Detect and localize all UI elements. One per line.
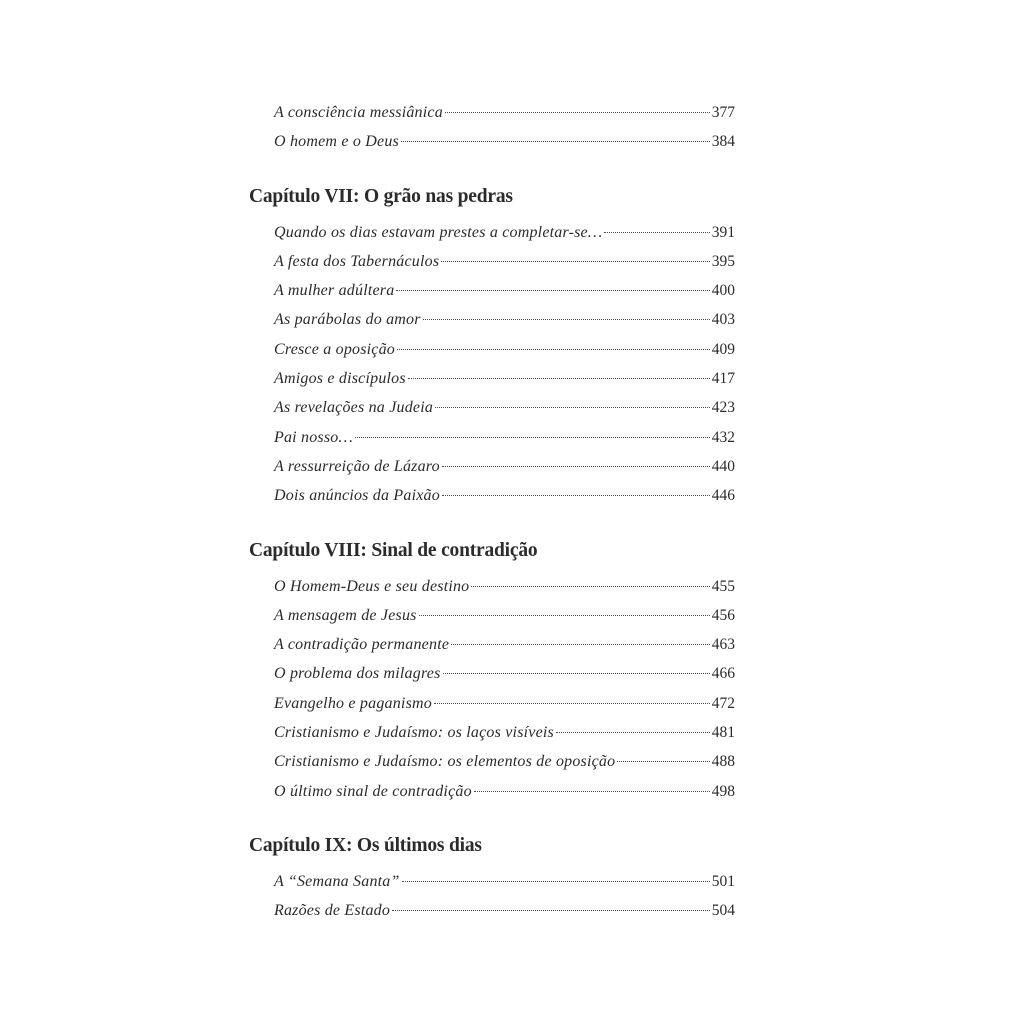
toc-entry-page: 504 — [711, 902, 735, 920]
dot-leader — [442, 495, 710, 496]
toc-entry[interactable] — [274, 867, 735, 896]
toc-entry-title: O último sinal de contradição — [274, 782, 472, 800]
chapter-heading[interactable]: Capítulo VIII: Sinal de contradição — [249, 539, 538, 561]
dot-leader — [423, 319, 710, 320]
toc-section-continued — [249, 98, 735, 157]
dot-leader — [441, 261, 709, 262]
toc-entry-page: 409 — [711, 340, 735, 358]
dot-leader — [451, 644, 710, 645]
dot-leader — [402, 881, 710, 882]
toc-entry-title: Cresce a oposição — [274, 340, 396, 358]
toc-entry-page: 391 — [711, 223, 735, 241]
toc-entry-page: 384 — [711, 133, 735, 151]
toc-entry[interactable] — [274, 452, 735, 481]
dot-leader — [401, 141, 710, 142]
toc-entry-page: 432 — [711, 428, 735, 446]
toc-entry-title: Cristianismo e Judaísmo: os elementos de oposição — [274, 753, 616, 771]
toc-entry-title: O Homem-Deus e seu destino — [274, 577, 470, 595]
dot-leader — [474, 791, 710, 792]
dot-leader — [408, 378, 710, 379]
toc-entry-page: 377 — [711, 104, 735, 121]
toc-entry-page: 466 — [711, 665, 735, 683]
toc-entry[interactable] — [274, 718, 735, 747]
toc-entry-page: 463 — [711, 636, 735, 654]
toc-entry[interactable] — [274, 335, 735, 364]
chapter-heading[interactable]: Capítulo IX: Os últimos dias — [249, 834, 482, 856]
dot-leader — [435, 407, 710, 408]
toc-entry-title: Quando os dias estavam prestes a completar-se… — [274, 223, 603, 241]
toc-entry-title: O problema dos milagres — [274, 665, 441, 683]
toc-entry[interactable] — [274, 572, 735, 601]
toc-entry-title: Dois anúncios da Paixão — [274, 487, 440, 505]
toc-entry-page: 395 — [711, 252, 735, 270]
toc-entry-title: Razões de Estado — [274, 902, 391, 920]
toc-entry[interactable] — [274, 218, 735, 247]
dot-leader — [419, 615, 710, 616]
toc-entry-page: 456 — [711, 606, 735, 624]
chapter-heading[interactable]: Capítulo VII: O grão nas pedras — [249, 185, 513, 207]
dot-leader — [471, 586, 709, 587]
dot-leader — [392, 910, 710, 911]
dot-leader — [434, 703, 710, 704]
table-of-contents — [249, 98, 735, 926]
toc-entry[interactable] — [274, 364, 735, 393]
toc-entry-title: A consciência messiânica — [274, 104, 443, 121]
toc-entry[interactable] — [274, 777, 735, 806]
toc-entry-title: A “Semana Santa” — [274, 872, 400, 890]
dot-leader — [397, 349, 710, 350]
toc-entry[interactable] — [274, 98, 735, 127]
toc-entry[interactable] — [274, 659, 735, 688]
toc-entry-title: A contradição permanente — [274, 636, 450, 654]
toc-entry-title: Evangelho e paganismo — [274, 694, 432, 712]
toc-entry-title: Amigos e discípulos — [274, 370, 406, 388]
toc-entry[interactable] — [274, 423, 735, 452]
toc-entry-page: 440 — [711, 457, 735, 475]
dot-leader — [396, 290, 709, 291]
toc-entry-page: 481 — [711, 724, 735, 742]
toc-section-chapter-8 — [249, 537, 735, 806]
toc-entry[interactable] — [274, 896, 735, 925]
toc-section-chapter-7 — [249, 183, 735, 511]
toc-entry[interactable] — [274, 127, 735, 156]
toc-entry[interactable] — [274, 276, 735, 305]
toc-entry[interactable] — [274, 747, 735, 776]
toc-entry-page: 403 — [711, 311, 735, 329]
dot-leader — [556, 732, 710, 733]
dot-leader — [604, 232, 709, 233]
toc-entry-page: 417 — [711, 370, 735, 388]
toc-entry[interactable] — [274, 305, 735, 334]
toc-entry-page: 501 — [711, 872, 735, 890]
toc-entry-page: 423 — [711, 399, 735, 417]
dot-leader — [445, 112, 710, 113]
toc-entry[interactable] — [274, 630, 735, 659]
toc-entry[interactable] — [274, 481, 735, 510]
toc-entry-page: 446 — [711, 487, 735, 505]
toc-entry-page: 498 — [711, 782, 735, 800]
toc-entry-page: 455 — [711, 577, 735, 595]
toc-entry[interactable] — [274, 393, 735, 422]
toc-entry-title: As revelações na Judeia — [274, 399, 434, 417]
toc-section-chapter-9 — [249, 832, 735, 926]
toc-entry[interactable] — [274, 247, 735, 276]
dot-leader — [443, 673, 710, 674]
toc-entry-page: 472 — [711, 694, 735, 712]
toc-entry-page: 400 — [711, 282, 735, 300]
toc-entry-title: A festa dos Tabernáculos — [274, 252, 440, 270]
toc-entry[interactable] — [274, 689, 735, 718]
toc-entry-title: A ressurreição de Lázaro — [274, 457, 440, 475]
toc-entry-title: Pai nosso… — [274, 428, 353, 446]
dot-leader — [442, 466, 710, 467]
toc-entry-title: A mulher adúltera — [274, 282, 395, 300]
toc-entry-title: O homem e o Deus — [274, 133, 399, 151]
toc-entry-title: A mensagem de Jesus — [274, 606, 417, 624]
dot-leader — [617, 761, 709, 762]
toc-entry-title: As parábolas do amor — [274, 311, 421, 329]
toc-entry-title: Cristianismo e Judaísmo: os laços visíveis — [274, 724, 554, 742]
toc-entry[interactable] — [274, 601, 735, 630]
dot-leader — [355, 437, 710, 438]
toc-entry-page: 488 — [711, 753, 735, 771]
